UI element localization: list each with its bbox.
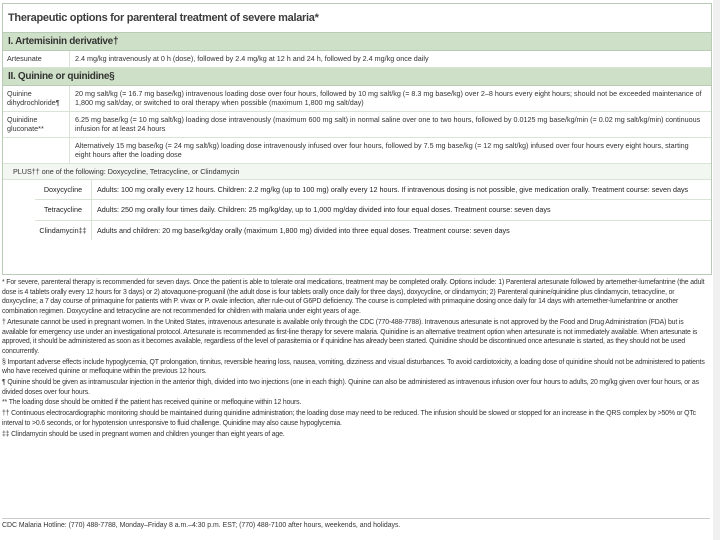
section-artemisinin-heading: I. Artemisinin derivative†: [3, 33, 711, 51]
drug-regimen: Adults: 100 mg orally every 12 hours. Children: 2.2 mg/kg (up to 100 mg) orally every 12 hours. If intravenous dosing is not possible, give medication orally. Treatment course: seven days: [97, 184, 689, 194]
drug-name: [3, 138, 70, 163]
footnote: * For severe, parenteral therapy is recommended for seven days. Once the patient is able to tolerate oral medications, treatment may be completed orally. Options include: 1) Parenteral artesunate followed by artemether-lumefantrine (the adult dose is 4 tablets orally every 12 hours for 3 days) or 2) atovaquone-proguanil (the adult dose is four tablets orally once daily for three days), doxycycline, or clindamycin; 2) Parenteral quinine/quinidine plus clindamycin, tetracycline, or doxycycline; a 7 day course of primaquine for patients with P. vivax or P. ovale infection, after rule-out of G6PD deficiency. The course is completed with primaquine dosing once daily for 14 days with artemether-lumefantrine or another combination regimen. Doxycycline and tetracycline are not recommended for children with malaria under eight years of age.: [2, 279, 705, 316]
footnote: †† Continuous electrocardiographic monitoring should be maintained during quinidine administration; the loading dose may need to be reduced. The infusion should be slowed or stopped for an increase in the QRS complex by >50% or QTc interval to >0.6 seconds, or for hypotension unresponsive to fluid challenge. Quinidine may also cause hypoglycemia.: [2, 410, 696, 427]
table-row: [3, 86, 711, 112]
table-title: Therapeutic options for parenteral treatment of severe malaria*: [3, 4, 711, 33]
footnote: ** The loading dose should be omitted if the patient has received quinine or mefloquine within 12 hours.: [2, 399, 302, 407]
therapy-table: [2, 3, 712, 275]
drug-regimen: Alternatively 15 mg base/kg (= 24 mg salt/kg) loading dose intravenously infused over four hours, followed by 7.5 mg base/kg (= 12 mg salt/kg) infused over four hours every eight hours, starting eight hours after the loading dose: [75, 140, 689, 159]
table-row: [3, 138, 711, 164]
table-row: [35, 180, 711, 201]
footnotes: [2, 278, 710, 440]
drug-regimen: Adults: 250 mg orally four times daily. Children: 25 mg/kg/day, up to 1,000 mg/day divided into four equal doses. Treatment course: seven days: [97, 205, 551, 214]
scrollbar[interactable]: [713, 0, 720, 540]
drug-regimen: 6.25 mg base/kg (= 10 mg salt/kg) loading dose intravenously (maximum 600 mg salt) in normal saline over one to two hours, followed by 0.0125 mg base/kg/min (= 0.02 mg salt/kg/min) continuous infusion for at least 24 hours: [75, 114, 701, 133]
drug-regimen: 20 mg salt/kg (= 16.7 mg base/kg) intravenous loading dose over four hours, followed by 10 mg salt/kg (= 8.3 mg base/kg) over 2–8 hours every eight hours; should not be exceeded maintenance of 1,800 mg salt/day, or switched to oral therapy when possible (maximum 1,800 mg salt/day): [75, 88, 702, 107]
table-row: [35, 200, 711, 221]
plus-row: PLUS†† one of the following: Doxycycline, Tetracycline, or Clindamycin: [3, 164, 711, 180]
footnote: † Artesunate cannot be used in pregnant women. In the United States, intravenous artesunate is available only through the CDC (770-488-7788). Intravenous artesunate is not approved by the Food and Drug Administration (FDA) but is available for emergency use under an investigational protocol. Artesunate is recommended as first-line therapy for severe malaria. Quinidine is an alternative treatment option when artesunate is not immediately available. When artesunate is approved, it should be administered as soon as it becomes available, regardless of the level of parasitemia or if quinidine has already been started. Quinidine should be discontinued once artesunate is started, as they should not be used concurrently.: [2, 318, 698, 355]
table-row: [35, 221, 711, 241]
drug-name: Clindamycin‡‡: [35, 221, 92, 241]
drug-name: Quinine dihydrochloride¶: [3, 86, 70, 111]
table-row: [3, 112, 711, 138]
drug-name: Artesunate: [3, 51, 70, 67]
table-row: [3, 51, 711, 68]
drug-regimen: Adults and children: 20 mg base/kg/day orally (maximum 1,800 mg) divided into three equal doses. Treatment course: seven days: [97, 225, 510, 235]
footnote: ‡‡ Clindamycin should be used in pregnant women and children younger than eight years of age.: [2, 430, 285, 438]
drug-regimen: 2.4 mg/kg intravenously at 0 h (dose), followed by 2.4 mg/kg at 12 h and 24 h, followed by 2.4 mg/kg once daily: [75, 54, 429, 63]
footnote: § Important adverse effects include hypoglycemia, QT prolongation, tinnitus, reversible hearing loss, nausea, vomiting, dizziness and visual disturbances. To avoid cardiotoxicity, a loading dose of quinidine should not be administered to patients who have received quinine or mefloquine within the previous 12 hours.: [2, 358, 705, 376]
section-quinine-heading: II. Quinine or quinidine§: [3, 68, 711, 86]
drug-name: Doxycycline: [35, 180, 92, 200]
contact-line: CDC Malaria Hotline: (770) 488-7788, Monday–Friday 8 a.m.–4:30 p.m. EST; (770) 488-7100 after hours, weekends, and holidays.: [2, 518, 710, 529]
drug-name: Quinidine gluconate**: [3, 112, 70, 137]
footnote: ¶ Quinine should be given as intramuscular injection in the anterior thigh, divided into two injections (one in each thigh). Quinine can also be administered as intravenous infusion over four hours to adults, 20 mg/kg given over four hours, or as divided doses over four hours.: [2, 379, 699, 396]
drug-name: Tetracycline: [35, 200, 92, 220]
